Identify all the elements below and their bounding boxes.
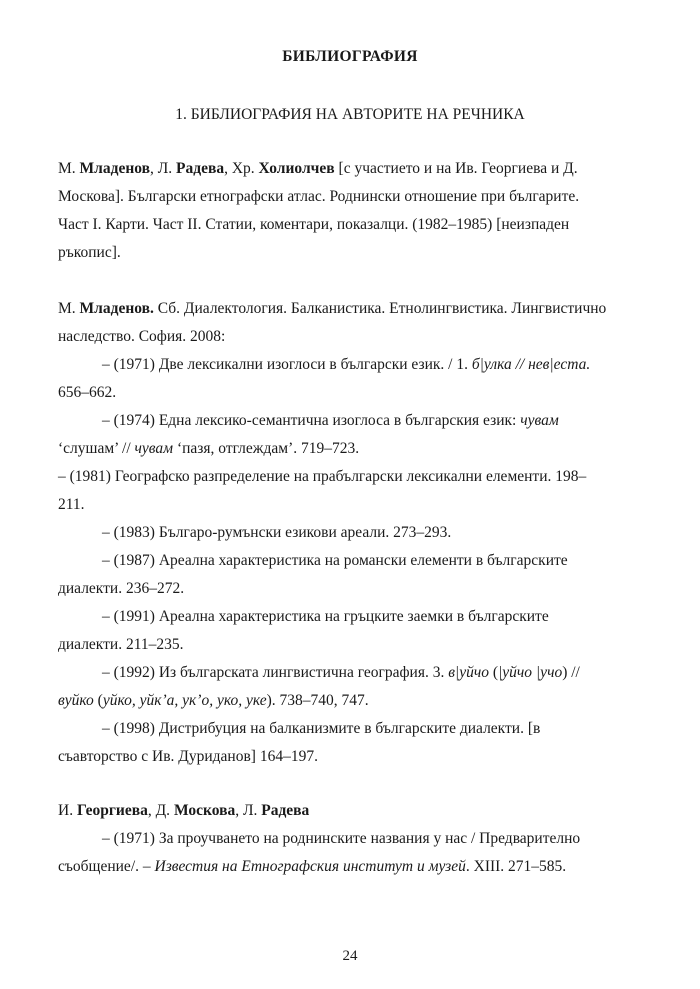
list-item-continuation: съобщение/. – Известия на Етнографския институт и музей. XIII. 271–585. (58, 858, 567, 875)
list-item: – (1991) Ареална характеристика на гръцките заемки в българските (102, 608, 549, 625)
list-item-continuation: 211. (58, 496, 85, 513)
list-item: – (1987) Ареална характеристика на романски елементи в българските (102, 552, 568, 569)
list-item: – (1981) Географско разпределение на прабългарски лексикални елементи. 198– (58, 468, 587, 485)
entry-line: Част І. Карти. Част ІІ. Статии, коментари, показалци. (1982–1985) [неизпаден (58, 216, 570, 233)
entry-line: М. Младенов, Л. Радева, Хр. Холиолчев [с участието и на Ив. Георгиева и Д. (58, 160, 578, 177)
bibliography-entry-mladenov (58, 295, 650, 771)
section-heading: 1. БИБЛИОГРАФИЯ НА АВТОРИТЕ НА РЕЧНИКА (175, 106, 525, 123)
list-item-continuation: вуйко (уйко, уйк’а, ук’о, уко, уке). 738–740, 747. (58, 692, 369, 709)
entry-line: М. Младенов. Сб. Диалектология. Балканистика. Етнолингвистика. Лингвистично (58, 300, 607, 317)
list-item-continuation: съавторство с Ив. Дуриданов] 164–197. (58, 748, 318, 765)
page-number: 24 (342, 948, 358, 964)
list-item: – (1992) Из българската лингвистична география. 3. в|уйчо (|уйчо |учо) // (102, 664, 580, 681)
list-item: – (1983) Българо-румънски езикови ареали. 273–293. (102, 524, 452, 541)
page-title: БИБЛИОГРАФИЯ (282, 48, 418, 65)
list-item-continuation: диалекти. 211–235. (58, 636, 184, 653)
list-item-continuation: ‘слушам’ // чувам ‘пазя, отглеждам’. 719–723. (58, 440, 360, 457)
bibliography-entry-atlas (58, 155, 650, 267)
entry-line: ръкопис]. (58, 244, 121, 261)
list-item: – (1971) За проучването на роднинските названия у нас / Предварително (102, 830, 581, 847)
list-item-continuation: диалекти. 236–272. (58, 580, 185, 597)
list-item: – (1974) Една лексико-семантична изоглоса в българския език: чувам (102, 412, 559, 429)
entry-line: наследство. София. 2008: (58, 328, 226, 345)
entry-line: Москова]. Български етнографски атлас. Роднински отношение при българите. (58, 188, 580, 205)
bibliography-entry-georgieva (58, 797, 650, 881)
list-item-continuation: 656–662. (58, 384, 117, 401)
list-item: – (1998) Дистрибуция на балканизмите в българските диалекти. [в (102, 720, 541, 737)
entry-line: И. Георгиева, Д. Москова, Л. Радева (58, 802, 310, 819)
list-item: – (1971) Две лексикални изоглоси в български език. / 1. б|улка // нев|еста. (102, 356, 591, 373)
